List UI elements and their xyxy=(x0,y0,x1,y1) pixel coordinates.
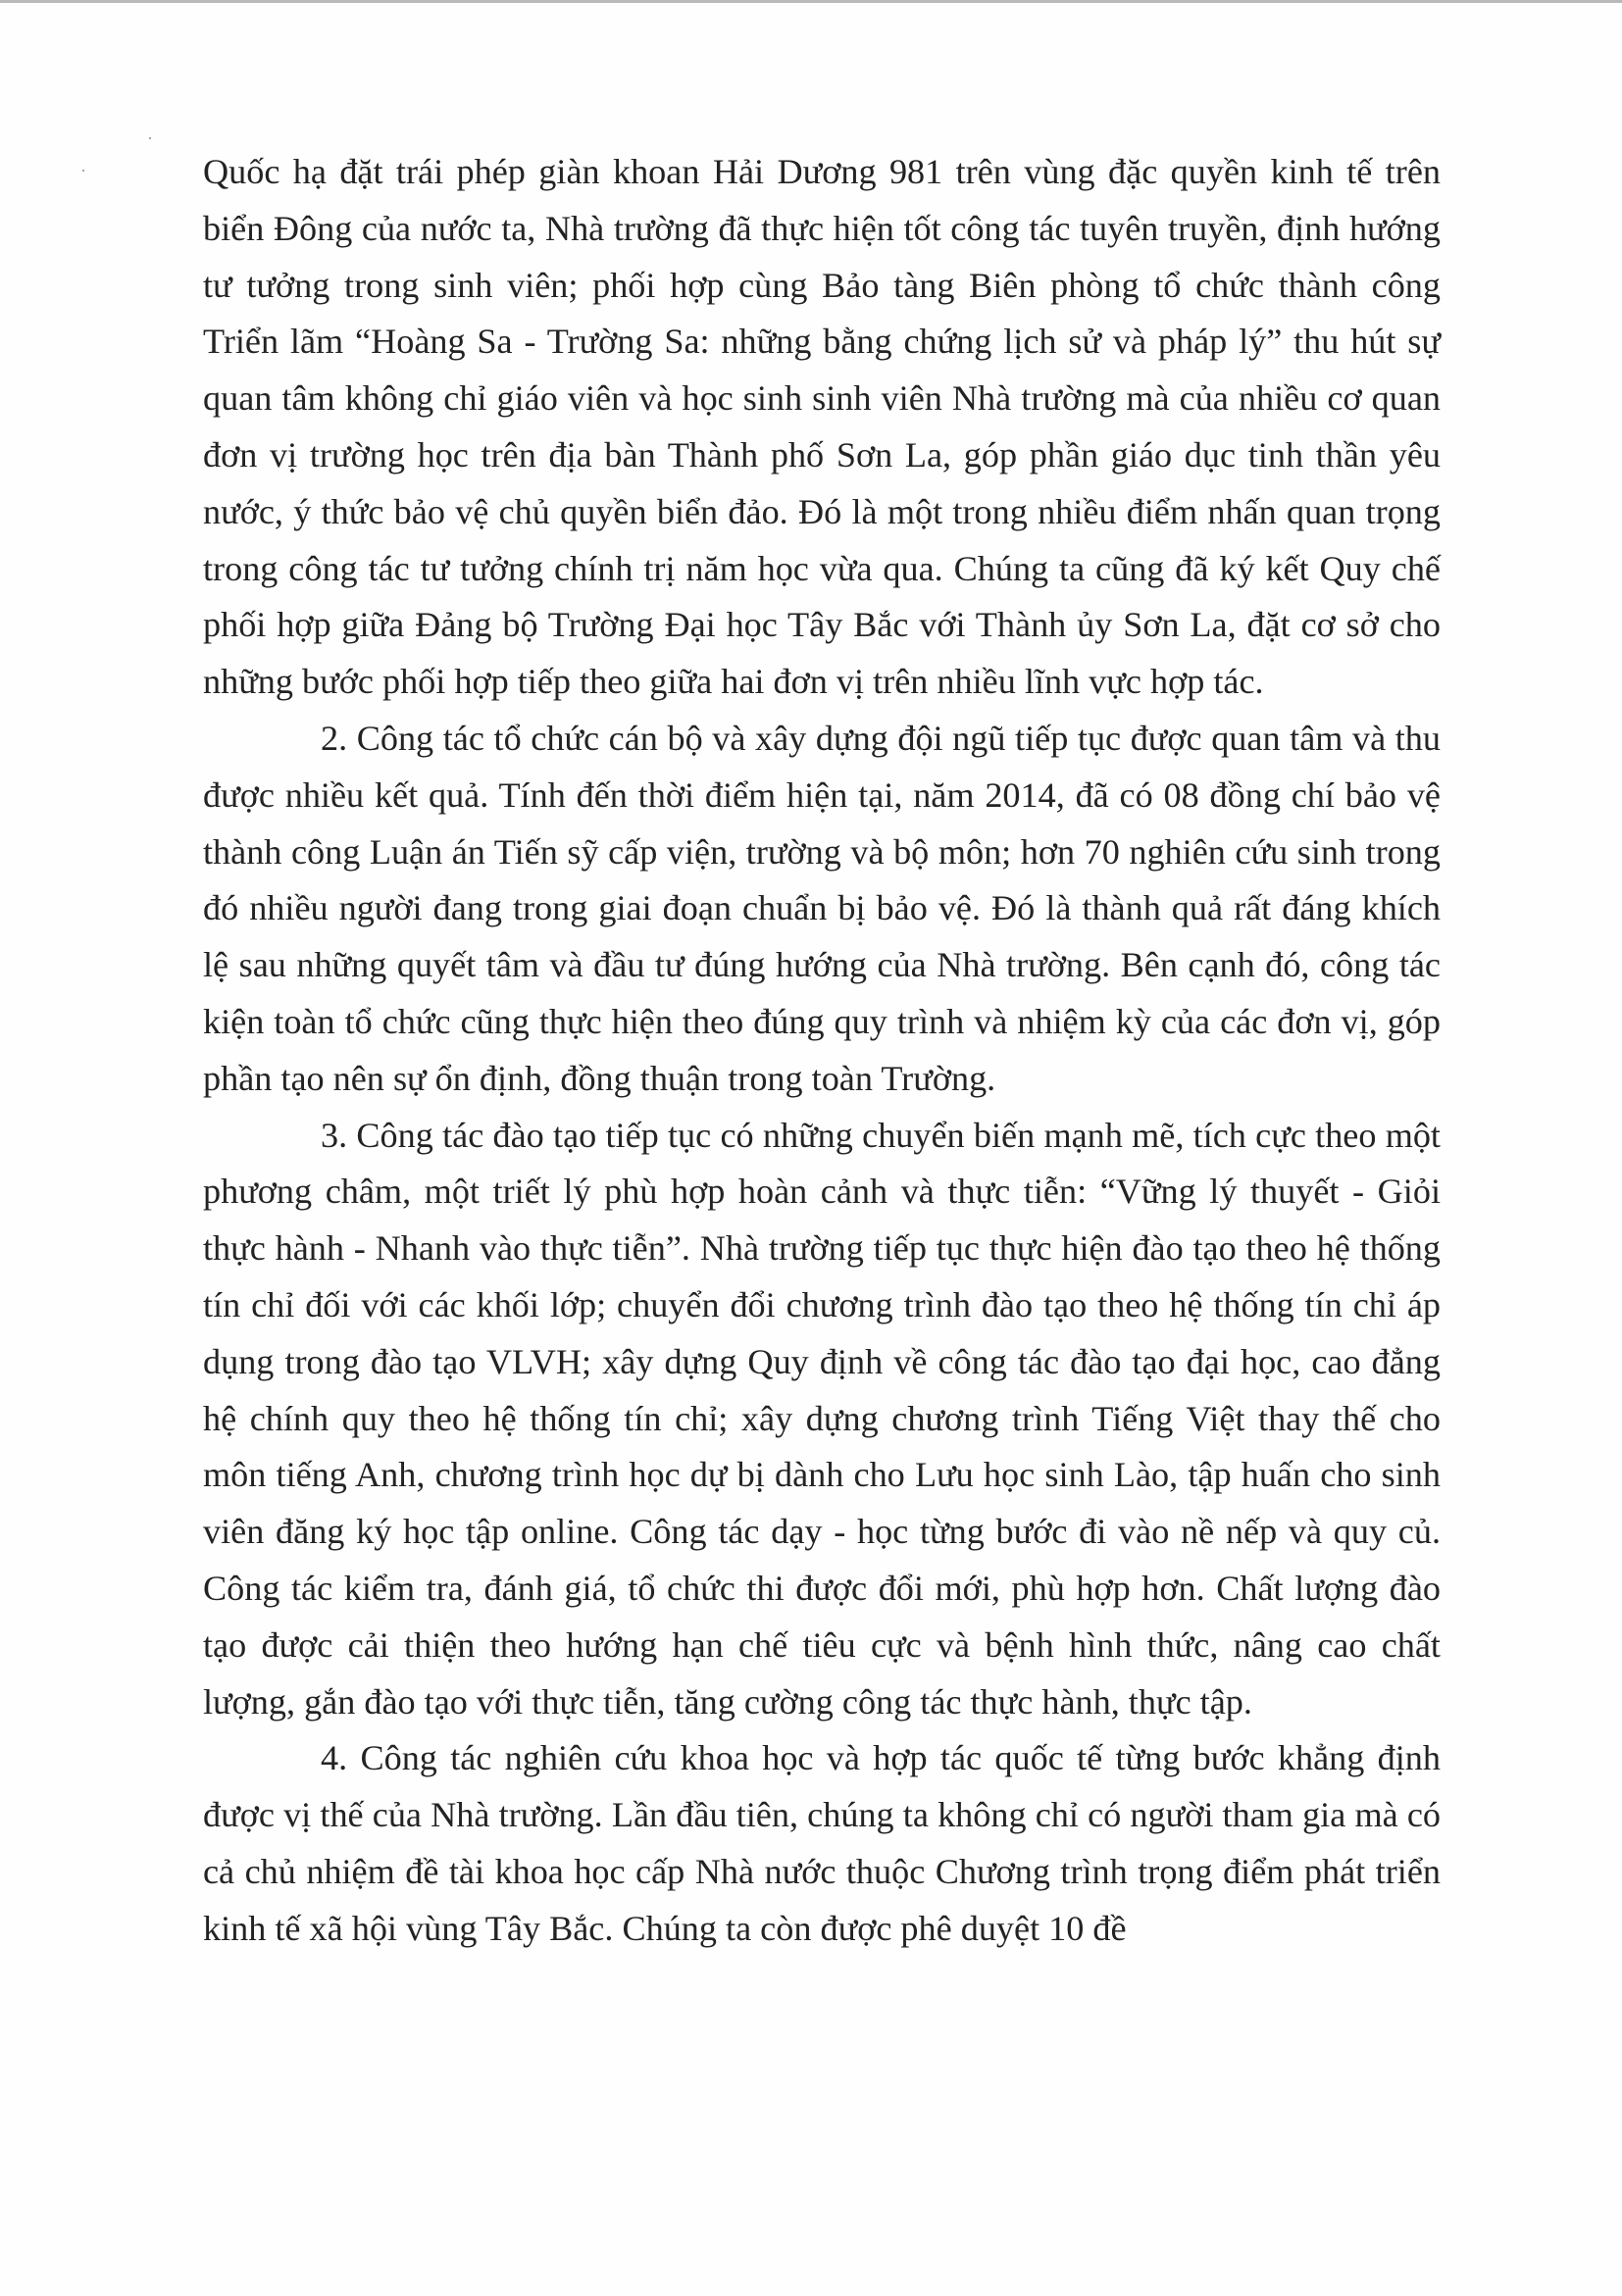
scan-top-edge xyxy=(0,0,1622,3)
document-body xyxy=(203,144,1441,1958)
paragraph-research-cooperation: 4. Công tác nghiên cứu khoa học và hợp tác quốc tế từng bước khẳng định được vị thế của Nhà trường. Lần đầu tiên, chúng ta không chỉ có người tham gia mà có cả chủ nhiệm đề tài khoa học cấp Nhà nước thuộc Chương trình trọng điểm phát triển kinh tế xã hội vùng Tây Bắc. Chúng ta còn được phê duyệt 10 đề xyxy=(203,1738,1441,1948)
scan-speck xyxy=(82,170,84,172)
paragraph-training: 3. Công tác đào tạo tiếp tục có những chuyển biến mạnh mẽ, tích cực theo một phương châm, một triết lý phù hợp hoàn cảnh và thực tiễn: “Vững lý thuyết - Giỏi thực hành - Nhanh vào thực tiễn”. Nhà trường tiếp tục thực hiện đào tạo theo hệ thống tín chỉ đối với các khối lớp; chuyển đổi chương trình đào tạo theo hệ thống tín chỉ áp dụng trong đào tạo VLVH; xây dựng Quy định về công tác đào tạo đại học, cao đẳng hệ chính quy theo hệ thống tín chỉ; xây dựng chương trình Tiếng Việt thay thế cho môn tiếng Anh, chương trình học dự bị dành cho Lưu học sinh Lào, tập huấn cho sinh viên đăng ký học tập online. Công tác dạy - học từng bước đi vào nề nếp và quy củ. Công tác kiểm tra, đánh giá, tổ chức thi được đổi mới, phù hợp hơn. Chất lượng đào tạo được cải thiện theo hướng hạn chế tiêu cực và bệnh hình thức, nâng cao chất lượng, gắn đào tạo với thực tiễn, tăng cường công tác thực hành, thực tập. xyxy=(203,1115,1441,1722)
scan-speck xyxy=(149,137,151,139)
paragraph-intro: Quốc hạ đặt trái phép giàn khoan Hải Dương 981 trên vùng đặc quyền kinh tế trên biển Đông của nước ta, Nhà trường đã thực hiện tốt công tác tuyên truyền, định hướng tư tưởng trong sinh viên; phối hợp cùng Bảo tàng Biên phòng tổ chức thành công Triển lãm “Hoàng Sa - Trường Sa: những bằng chứng lịch sử và pháp lý” thu hút sự quan tâm không chỉ giáo viên và học sinh sinh viên Nhà trường mà của nhiều cơ quan đơn vị trường học trên địa bàn Thành phố Sơn La, góp phần giáo dục tinh thần yêu nước, ý thức bảo vệ chủ quyền biển đảo. Đó là một trong nhiều điểm nhấn quan trọng trong công tác tư tưởng chính trị năm học vừa qua. Chúng ta cũng đã ký kết Quy chế phối hợp giữa Đảng bộ Trường Đại học Tây Bắc với Thành ủy Sơn La, đặt cơ sở cho những bước phối hợp tiếp theo giữa hai đơn vị trên nhiều lĩnh vực hợp tác. xyxy=(203,152,1441,702)
paragraph-staff-organization: 2. Công tác tổ chức cán bộ và xây dựng đội ngũ tiếp tục được quan tâm và thu được nhiều kết quả. Tính đến thời điểm hiện tại, năm 2014, đã có 08 đồng chí bảo vệ thành công Luận án Tiến sỹ cấp viện, trường và bộ môn; hơn 70 nghiên cứu sinh trong đó nhiều người đang trong giai đoạn chuẩn bị bảo vệ. Đó là thành quả rất đáng khích lệ sau những quyết tâm và đầu tư đúng hướng của Nhà trường. Bên cạnh đó, công tác kiện toàn tổ chức cũng thực hiện theo đúng quy trình và nhiệm kỳ của các đơn vị, góp phần tạo nên sự ổn định, đồng thuận trong toàn Trường. xyxy=(203,718,1441,1098)
